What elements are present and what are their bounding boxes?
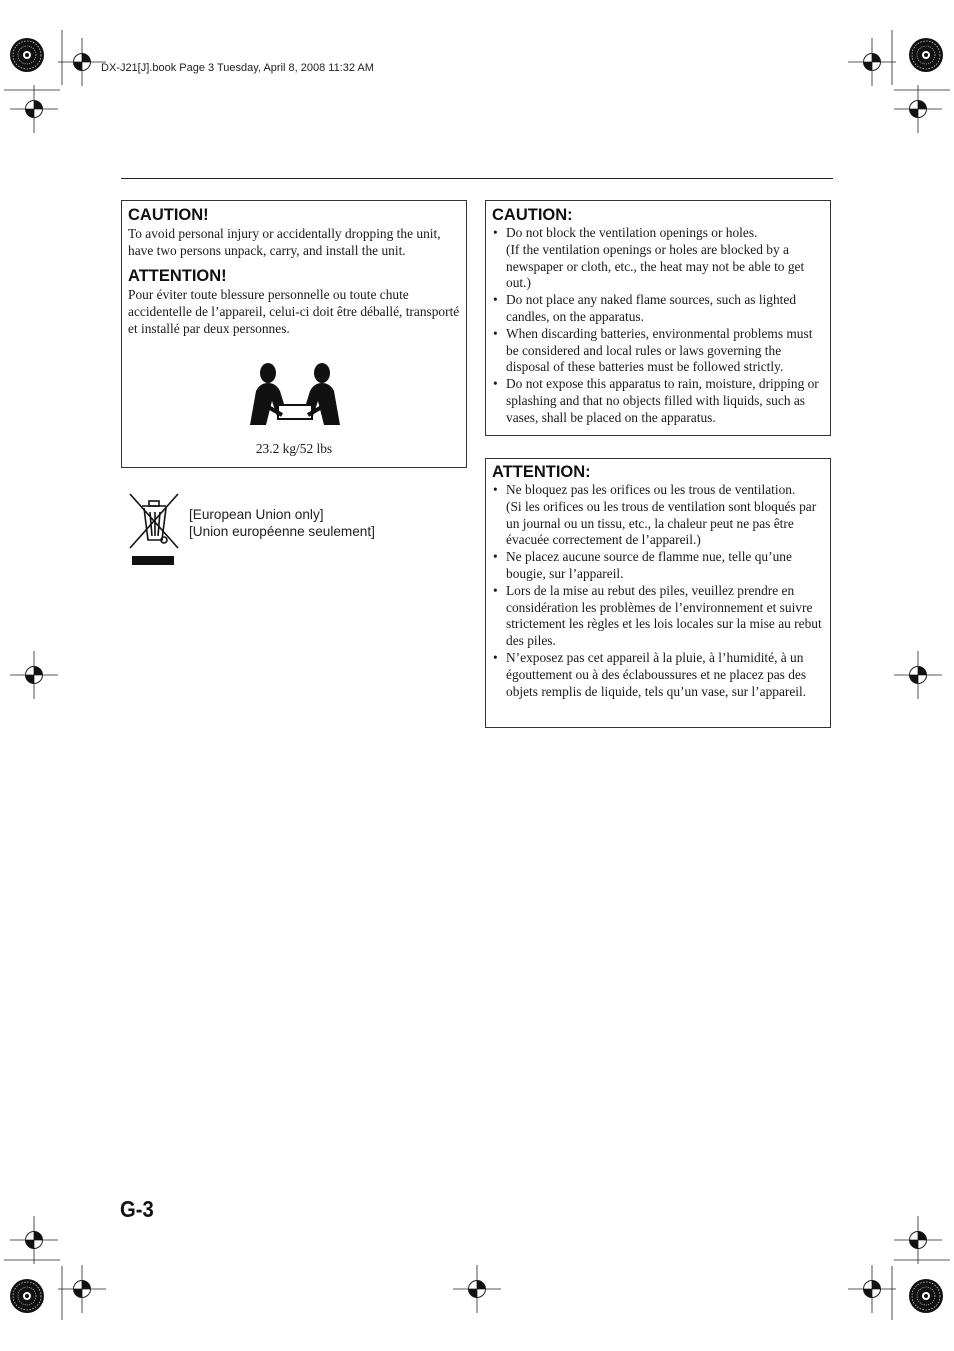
attention-box — [485, 458, 831, 728]
list-item — [492, 650, 825, 700]
list-item-text: When discarding batteries, environmental problems must be considered and local rules or laws governing the disposal of these batteries must be followed strictly. — [506, 325, 813, 375]
list-item — [492, 225, 825, 292]
weee-line-fr: [Union européenne seulement] — [189, 523, 375, 539]
attention-text: Pour éviter toute blessure personnelle ou toute chute accidentelle de l’appareil, celui-ci doit être déballé, transporté et installé par deux personnes. — [128, 287, 460, 336]
caution-box-heading: CAUTION: — [492, 206, 573, 224]
page-number: G-3 — [120, 1196, 154, 1222]
crossed-out-wheelie-bin-icon — [128, 492, 180, 566]
caution-box — [485, 200, 831, 436]
weight-caption: 23.2 kg/52 lbs — [255, 441, 333, 456]
attention-list — [492, 482, 825, 700]
weee-note — [189, 507, 375, 540]
top-rule — [121, 178, 833, 179]
list-item-text: Do not block the ventilation openings or holes. (If the ventilation openings or holes are blocked by a newspaper or cloth, etc., the heat may not be able to get out.) — [506, 225, 805, 291]
book-info-header: DX-J21[J].book Page 3 Tuesday, April 8, 2008 11:32 AM — [101, 62, 374, 74]
list-item-text: Do not expose this apparatus to rain, moisture, dripping or splashing and that no objects filled with liquids, such as vases, shall be placed on the apparatus. — [506, 376, 819, 425]
caution-list — [492, 225, 825, 427]
attention-heading: ATTENTION! — [128, 267, 227, 285]
list-item — [492, 482, 825, 549]
two-person-lift-icon — [248, 361, 342, 427]
list-item-text: Lors de la mise au rebut des piles, veuillez prendre en considération les problèmes de l’environnement et suivre strictement les règles et les lois locales sur la mise au rebut des piles. — [506, 582, 822, 649]
list-item — [492, 549, 825, 583]
list-item — [492, 326, 825, 376]
list-item — [492, 376, 825, 426]
caution-heading: CAUTION! — [128, 206, 209, 224]
list-item-text: Ne bloquez pas les orifices ou les trous de ventilation. (Si les orifices ou les trous de ventilation sont bloqués par un journal ou un tissu, etc., la chaleur peut ne pas être évacuée correctement de l’appareil.) — [506, 482, 817, 548]
list-item — [492, 292, 825, 326]
caution-text: To avoid personal injury or accidentally dropping the unit, have two persons unpack, carry, and install the unit. — [128, 226, 441, 258]
lifting-warning-box — [121, 200, 467, 468]
list-item-text: Do not place any naked flame sources, such as lighted candles, on the apparatus. — [506, 292, 797, 324]
attention-box-heading: ATTENTION: — [492, 463, 591, 481]
list-item — [492, 583, 825, 650]
weee-line-en: [European Union only] — [189, 507, 324, 522]
list-item-text: N’exposez pas cet appareil à la pluie, à l’humidité, à un égouttement ou à des éclaboussures et ne placez pas des objets remplis de liquide, tels qu’un vase, sur l’appareil. — [506, 649, 807, 699]
list-item-text: Ne placez aucune source de flamme nue, telle qu’une bougie, sur l’appareil. — [506, 549, 792, 581]
